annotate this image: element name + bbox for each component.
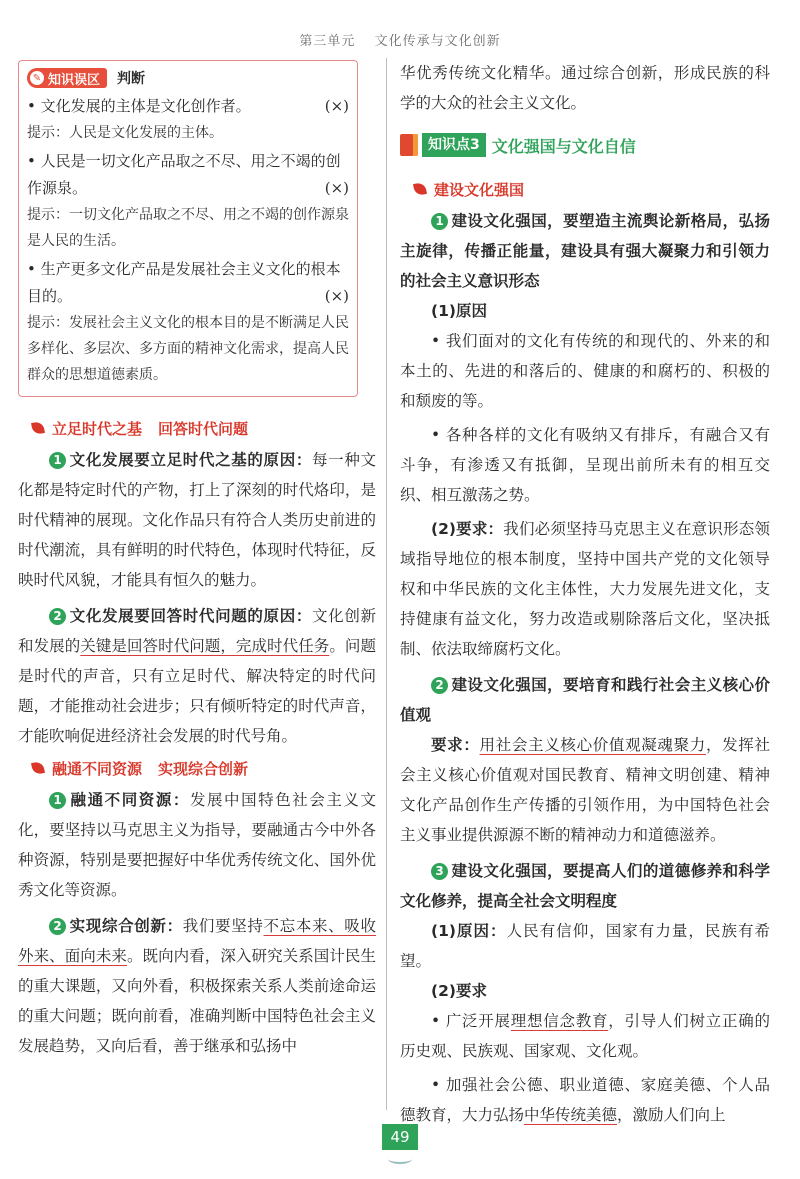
- bullet-text: • 广泛开展: [431, 1012, 511, 1030]
- subheading: [400, 670, 770, 730]
- statement-item: [27, 93, 349, 120]
- section-heading-b: 回答时代问题: [158, 419, 249, 438]
- section-heading: [18, 411, 376, 445]
- underlined-text: 理想信念教育: [510, 1012, 609, 1030]
- bullet-text: ，激励人们向上: [617, 1106, 726, 1124]
- book-icon: [400, 134, 418, 156]
- paragraph-text: 文化创新和发展的: [18, 607, 376, 655]
- number-badge: 2: [49, 918, 66, 935]
- page-number: 49: [382, 1124, 418, 1150]
- knowledge-point-header: [400, 130, 770, 160]
- section-heading-b: 实现综合创新: [158, 759, 249, 778]
- statement-text: • 文化发展的主体是文化创作者。: [27, 97, 251, 115]
- section-heading-a: 立足时代之基: [52, 419, 143, 438]
- verdict: (×): [324, 179, 349, 197]
- left-column: [18, 58, 376, 1061]
- column-divider: [386, 58, 387, 1110]
- bullet-text: • 加强社会公德、职业道德、家庭美德、个人品德教育，大力弘扬: [400, 1076, 770, 1124]
- underlined-text: 不忘本来、吸收外来、面向未来: [18, 917, 376, 965]
- verdict: (×): [324, 287, 349, 305]
- leaf-icon: [31, 421, 45, 435]
- subheading-text: 建设文化强国，要培育和践行社会主义核心价值观: [400, 676, 770, 724]
- paragraph: [400, 916, 770, 976]
- paragraph: [18, 911, 376, 1061]
- paragraph: [400, 514, 770, 664]
- paragraph-label: 文化发展要回答时代问题的原因：: [69, 607, 313, 625]
- number-badge: 2: [431, 677, 448, 694]
- bullet-item: [400, 1006, 770, 1066]
- statement-text: • 生产更多文化产品是发展社会主义文化的根本目的。: [27, 260, 341, 305]
- section-heading-a: 融通不同资源: [52, 759, 143, 778]
- requirement-label: (2)要求: [431, 982, 487, 1000]
- paragraph-text: 我们要坚持: [182, 917, 264, 935]
- misconception-title: 判断: [117, 71, 146, 87]
- paragraph-label: 文化发展要立足时代之基的原因：: [69, 451, 313, 469]
- paragraph: [18, 445, 376, 595]
- number-badge: 1: [49, 452, 66, 469]
- paragraph-text: 。问题是时代的声音，只有立足时代、解决特定的时代问题，才能推动社会进步；只有倾听特定的时代声音，才能吹响促进经济社会发展的时代号角。: [18, 637, 376, 745]
- paragraph-text: 每一种文化都是特定时代的产物，打上了深刻的时代烙印，是时代精神的展现。文化作品只有符合人类历史前进的时代潮流，具有鲜明的时代特色，体现时代特征，反映时代风貌，才能具有恒久的魅力。: [18, 451, 376, 589]
- statement-item: [27, 148, 349, 202]
- hint-text: 提示：一切文化产品取之不尽、用之不竭的创作源泉是人民的生活。: [27, 207, 349, 249]
- footer-ornament-icon: [388, 1154, 412, 1164]
- subheading: [400, 206, 770, 296]
- underlined-text: 关键是回答时代问题，完成时代任务: [80, 637, 330, 655]
- paragraph: [18, 601, 376, 751]
- bulb-icon: ✎: [30, 71, 44, 85]
- subheading-text: 建设文化强国，要塑造主流舆论新格局，弘扬主旋律，传播正能量，建设具有强大凝聚力和引领力的社会主义意识形态: [400, 212, 770, 290]
- number-badge: 3: [431, 863, 448, 880]
- paragraph-label: 融通不同资源：: [69, 791, 190, 809]
- statement-text: • 人民是一切文化产品取之不尽、用之不竭的创作源泉。: [27, 152, 341, 197]
- paragraph-text: ，发挥社会主义核心价值观对国民教育、精神文明创建、精神文化产品创作生产传播的引领作用，为中国特色社会主义事业提供源源不断的精神动力和道德滋养。: [400, 736, 770, 844]
- section-heading: [400, 172, 770, 206]
- unit-title: 文化传承与文化创新: [374, 34, 501, 49]
- number-badge: 1: [431, 213, 448, 230]
- paragraph: [18, 785, 376, 905]
- number-badge: 1: [49, 792, 66, 809]
- bullet-text: ，引导人们树立正确的历史观、民族观、国家观、文化观。: [400, 1012, 770, 1060]
- bullet-item: • 各种各样的文化有吸纳又有排斥，有融合又有斗争，有渗透又有抵御，呈现出前所未有的相互交织、相互激荡之势。: [400, 426, 770, 504]
- unit-label: 第三单元: [299, 34, 356, 49]
- knowledge-point-title: 文化强国与文化自信: [491, 136, 636, 156]
- paragraph: [400, 730, 770, 850]
- page-header: [0, 30, 800, 49]
- misconception-badge-label: 知识误区: [48, 72, 101, 88]
- hint-text: 提示：发展社会主义文化的根本目的是不断满足人民多样化、多层次、多方面的精神文化需求，提高人民群众的思想道德素质。: [27, 315, 349, 383]
- right-column: [400, 58, 770, 1130]
- paragraph-label: (2)要求：: [431, 520, 504, 538]
- misconception-header: [27, 65, 349, 91]
- paragraph-text: 发展中国特色社会主义文化，要坚持以马克思主义为指导，要融通古今中外各种资源，特别是要把握好中华优秀传统文化、国外优秀文化等资源。: [18, 791, 376, 899]
- reason-label: (1)原因: [431, 302, 487, 320]
- paragraph: 华优秀传统文化精华。通过综合创新，形成民族的科学的大众的社会主义文化。: [400, 64, 770, 112]
- paragraph-label: 实现综合创新：: [69, 917, 183, 935]
- paragraph-text: 我们必须坚持马克思主义在意识形态领域指导地位的根本制度，坚持中国共产党的文化领导权和中华民族的文化主体性，大力发展先进文化，支持健康有益文化，努力改造或剔除落后文化，坚决抵制、依法取缔腐朽文化。: [400, 520, 770, 658]
- hint-text: 提示：人民是文化发展的主体。: [27, 125, 223, 141]
- subheading: [400, 856, 770, 916]
- misconception-badge: [27, 68, 107, 88]
- number-badge: 2: [49, 608, 66, 625]
- knowledge-point-badge: 知识点3: [422, 133, 486, 157]
- underlined-text: 用社会主义核心价值观凝魂聚力: [479, 736, 706, 754]
- statement-item: [27, 256, 349, 310]
- paragraph-text: 人民有信仰，国家有力量，民族有希望。: [400, 922, 770, 970]
- section-heading: [18, 751, 376, 785]
- verdict: (×): [324, 97, 349, 115]
- leaf-icon: [31, 761, 45, 775]
- paragraph-text: 。既向内看，深入研究关系国计民生的重大课题，又向外看，积极探索关系人类前途命运的重大问题；既向前看，准确判断中国特色社会主义发展趋势，又向后看，善于继承和弘扬中: [18, 947, 376, 1055]
- leaf-icon: [413, 182, 427, 196]
- bullet-item: [400, 1070, 770, 1130]
- paragraph-label: 要求：: [431, 736, 480, 754]
- paragraph-label: (1)原因：: [431, 922, 507, 940]
- underlined-text: 中华传统美德: [524, 1106, 618, 1124]
- section-heading-a: 建设文化强国: [434, 180, 525, 199]
- misconception-box: [18, 60, 358, 397]
- bullet-item: • 我们面对的文化有传统的和现代的、外来的和本土的、先进的和落后的、健康的和腐朽的、积极的和颓废的等。: [400, 332, 770, 410]
- subheading-text: 建设文化强国，要提高人们的道德修养和科学文化修养，提高全社会文明程度: [400, 862, 770, 910]
